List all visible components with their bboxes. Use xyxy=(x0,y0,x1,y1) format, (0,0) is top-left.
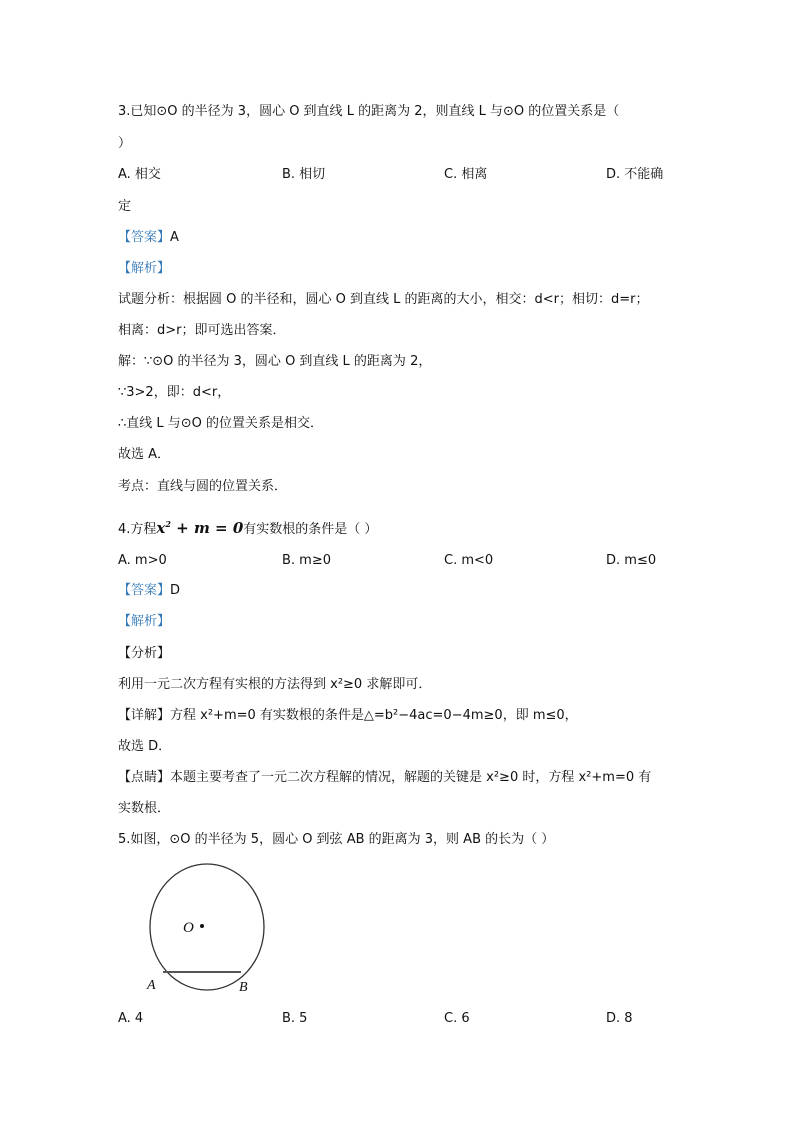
q4-stem-suffix: 有实数根的条件是（ ） xyxy=(243,522,378,537)
xiangjie-label: 【详解】 xyxy=(118,708,171,723)
q4-option-c: C. m<0 xyxy=(444,553,494,568)
q5-stem: 5.如图，⊙O 的半径为 5，圆心 O 到弦 AB 的距离为 3，则 AB 的长为（ ） xyxy=(118,832,555,847)
q3-stem: 3.已知⊙O 的半径为 3，圆心 O 到直线 L 的距离为 2，则直线 L 与⊙O 的位置关系是（ xyxy=(118,104,620,119)
equation-rest: + m = 0 xyxy=(176,519,244,537)
q4-choose: 故选 D． xyxy=(118,739,172,754)
q4-dianjing-wrap: 实数根． xyxy=(118,801,171,816)
q4-answer xyxy=(118,582,180,600)
dianjing-label: 【点睛】 xyxy=(118,770,171,785)
answer-value: D xyxy=(170,583,181,598)
q3-option-c: C. 相离 xyxy=(444,167,488,182)
equation-exponent: 2 xyxy=(165,519,171,529)
q3-option-d: D. 不能确 xyxy=(606,167,664,182)
q4-option-a: A. m>0 xyxy=(118,553,167,568)
q4-xiangjie xyxy=(118,707,578,725)
point-b-label: B xyxy=(239,980,248,995)
q3-analysis-line: 试题分析：根据圆 O 的半径和，圆心 O 到直线 L 的距离的大小，相交：d<r；相切：d=r； xyxy=(118,292,649,307)
q4-analysis-label: 【解析】 xyxy=(118,614,171,629)
q4-dianjing xyxy=(118,769,651,787)
point-a-label: A xyxy=(147,978,156,993)
q3-option-b: B. 相切 xyxy=(282,167,326,182)
dianjing-text: 本题主要考查了一元二次方程解的情况，解题的关键是 x²≥0 时，方程 x²+m=0 有 xyxy=(170,770,652,785)
q3-analysis-line: 考点：直线与圆的位置关系． xyxy=(118,479,288,494)
q3-stem-wrap: ） xyxy=(118,136,132,151)
q4-fenxi-label: 【分析】 xyxy=(118,646,171,661)
q3-analysis-line: 解：∵⊙O 的半径为 3，圆心 O 到直线 L 的距离为 2， xyxy=(118,354,432,369)
q5-option-b: B. 5 xyxy=(282,1011,308,1026)
q3-analysis-line: ∴直线 L 与⊙O 的位置关系是相交． xyxy=(118,416,324,431)
q3-analysis-line: 故选 A． xyxy=(118,447,171,462)
answer-label: 【答案】 xyxy=(118,583,171,598)
answer-value: A xyxy=(170,230,179,245)
q5-option-d: D. 8 xyxy=(606,1011,633,1026)
q5-option-a: A. 4 xyxy=(118,1011,144,1026)
q4-option-d: D. m≤0 xyxy=(606,553,657,568)
q3-option-a: A. 相交 xyxy=(118,167,161,182)
q4-stem-prefix: 4.方程 xyxy=(118,522,157,537)
q3-analysis-label: 【解析】 xyxy=(118,261,171,276)
circle-chord-figure xyxy=(130,862,280,997)
equation-x: x xyxy=(156,519,166,537)
q4-equation xyxy=(156,519,243,537)
q3-analysis-line: ∵3>2，即：d<r， xyxy=(118,385,231,400)
center-label: O xyxy=(183,920,194,936)
q4-fenxi-text: 利用一元二次方程有实根的方法得到 x²≥0 求解即可． xyxy=(118,677,432,692)
q5-option-c: C. 6 xyxy=(444,1011,470,1026)
q3-analysis-line: 相离：d>r；即可选出答案． xyxy=(118,323,286,338)
q3-option-d-wrap: 定 xyxy=(118,199,132,214)
xiangjie-text: 方程 x²+m=0 有实数根的条件是△=b²−4ac=0−4m≥0，即 m≤0， xyxy=(170,708,578,723)
q3-answer xyxy=(118,229,179,247)
q4-option-b: B. m≥0 xyxy=(282,553,332,568)
q4-stem xyxy=(118,515,377,539)
answer-label: 【答案】 xyxy=(118,230,171,245)
